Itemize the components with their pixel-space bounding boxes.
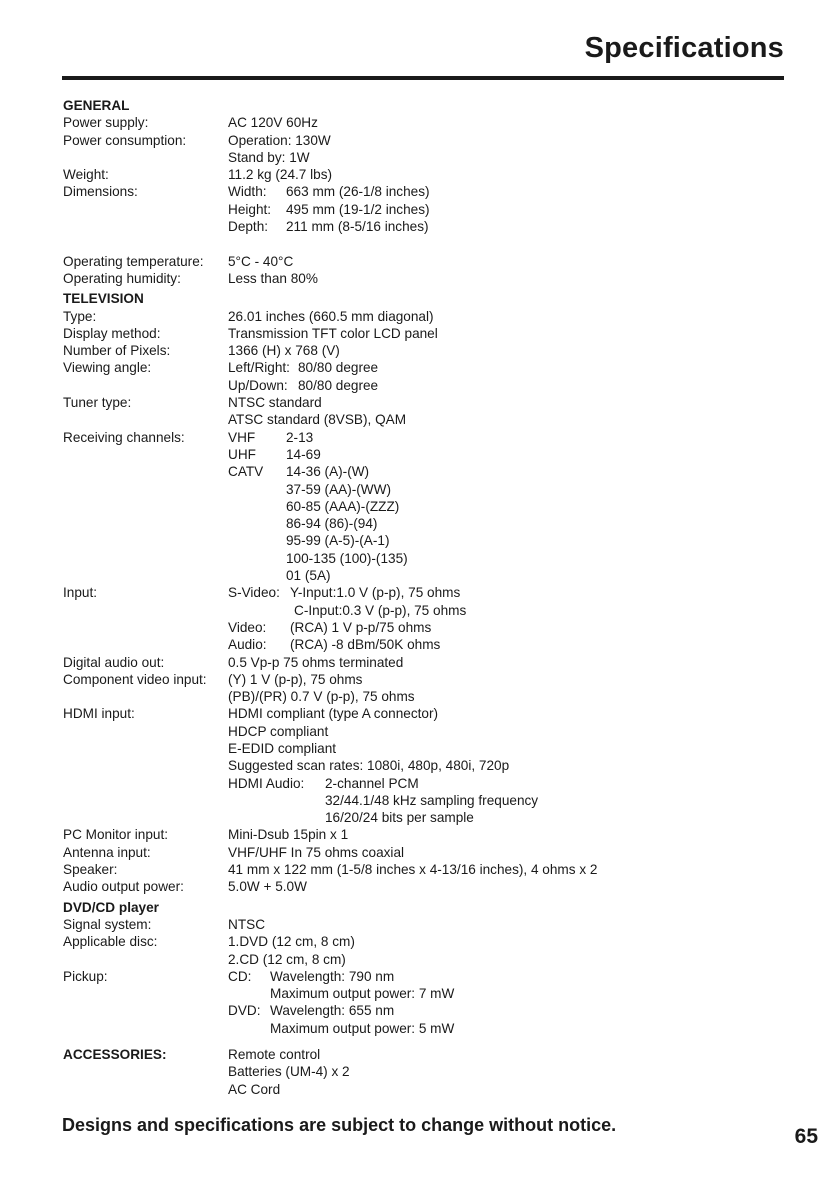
spec-value: VHF/UHF In 75 ohms coaxial [228,844,405,860]
spec-line: (Y) 1 V (p-p), 75 ohms [228,671,363,687]
spec-label: Operating temperature: [63,253,204,269]
spec-label: PC Monitor input: [63,827,169,843]
list-item: 95-99 (A-5)-(A-1) [286,533,390,549]
spec-value: Transmission TFT color LCD panel [228,325,438,341]
spec-label: Component video input: [63,671,207,687]
spec-row-power-supply [63,114,783,131]
spec-line: ATSC standard (8VSB), QAM [228,412,407,428]
spec-line: HDMI compliant (type A connector) [228,706,439,722]
spec-value [228,933,783,968]
spec-label: Display method: [63,325,161,341]
spec-label: Power consumption: [63,132,187,148]
sub-value: Wavelength: 655 nm [270,1003,395,1019]
sub-key: S-Video: [228,585,280,601]
spec-value [228,359,783,394]
spec-row-applicable-disc [63,933,783,968]
spec-value [228,132,783,167]
spec-row-hdmi-input [63,705,783,826]
spec-value [228,968,783,1037]
spec-row-weight [63,166,783,183]
sub-value: 663 mm (26-1/8 inches) [286,184,430,200]
spec-label: Antenna input: [63,844,151,860]
spec-value: 11.2 kg (24.7 lbs) [228,167,333,183]
sub-value: 32/44.1/48 kHz sampling frequency [325,792,539,808]
spec-row-display-method [63,325,783,342]
spec-row-antenna-input [63,844,783,861]
spec-value [228,183,783,252]
sub-value: C-Input:0.3 V (p-p), 75 ohms [294,602,467,618]
list-item: 86-94 (86)-(94) [286,516,378,532]
spec-value: 41 mm x 122 mm (1-5/8 inches x 4-13/16 inches), 4 ohms x 2 [228,862,598,878]
sub-value: 211 mm (8-5/16 inches) [286,219,429,235]
spec-label: Tuner type: [63,395,132,411]
sub-value: 2-13 [286,429,314,445]
spec-line: 1.DVD (12 cm, 8 cm) [228,934,355,950]
list-item: AC Cord [228,1081,281,1097]
spec-value [228,394,783,429]
spec-label: Audio output power: [63,879,184,895]
spec-row-type [63,308,783,325]
sub-key: DVD: [228,1003,261,1019]
sub-value: Y-Input:1.0 V (p-p), 75 ohms [290,585,461,601]
list-item: 14-36 (A)-(W) [286,464,370,480]
spec-value: 5°C - 40°C [228,253,294,269]
spec-value: 1366 (H) x 768 (V) [228,343,340,359]
list-item: Remote control [228,1047,321,1063]
sub-key: Width: [228,184,267,200]
spec-line: 2.CD (12 cm, 8 cm) [228,951,346,967]
spec-value: 0.5 Vp-p 75 ohms terminated [228,654,404,670]
section-heading-accessories: ACCESSORIES: [63,1047,167,1063]
spec-label: Type: [63,308,97,324]
catv-channel-list [286,463,408,584]
spec-value [228,584,783,653]
sub-value: (RCA) -8 dBm/50K ohms [290,637,441,653]
spec-value: Mini-Dsub 15pin x 1 [228,827,349,843]
sub-key: CATV [228,464,264,480]
spec-row-component-video [63,671,783,706]
sub-key: Up/Down: [228,377,288,393]
sub-key: Left/Right: [228,360,290,376]
page-title: Specifications [584,32,784,64]
spec-label: Applicable disc: [63,934,158,950]
spec-line: (PB)/(PR) 0.7 V (p-p), 75 ohms [228,689,415,705]
sub-value: 495 mm (19-1/2 inches) [286,201,430,217]
spec-label: HDMI input: [63,706,135,722]
spec-row-viewing-angle [63,359,783,394]
spec-label: Speaker: [63,862,118,878]
list-item: 01 (5A) [286,568,331,584]
spec-label: Pickup: [63,968,108,984]
sub-key: Video: [228,619,267,635]
page-number: 65 [794,1125,818,1148]
spec-row-dimensions [63,183,783,252]
sub-key: UHF [228,446,256,462]
spec-line: Stand by: 1W [228,149,310,165]
list-item: 100-135 (100)-(135) [286,550,408,566]
spec-label: Viewing angle: [63,360,152,376]
sub-key: Depth: [228,219,269,235]
list-item: 37-59 (AA)-(WW) [286,481,391,497]
title-rule [62,76,784,80]
sub-value: 14-69 [286,446,321,462]
spec-row-digital-audio-out [63,654,783,671]
spec-label: Operating humidity: [63,270,181,286]
section-heading-television: TELEVISION [63,291,144,307]
spec-row-pixels [63,342,783,359]
spec-line: E-EDID compliant [228,740,337,756]
spec-value: AC 120V 60Hz [228,115,318,131]
specifications-list [63,97,783,1098]
sub-value: Maximum output power: 5 mW [270,1020,455,1036]
sub-value: Wavelength: 790 nm [270,968,395,984]
spec-label: Receiving channels: [63,429,185,445]
spec-label: Number of Pixels: [63,343,171,359]
spec-value [228,705,783,826]
section-heading-dvd-cd: DVD/CD player [63,899,159,915]
sub-value: (RCA) 1 V p-p/75 ohms [290,619,432,635]
sub-value: 80/80 degree [298,377,379,393]
spec-row-pickup [63,968,783,1037]
spec-value: NTSC [228,916,266,932]
spec-row-tuner-type [63,394,783,429]
spec-value [228,1046,783,1098]
spec-row-speaker [63,861,783,878]
spec-row-receiving-channels [63,429,783,585]
sub-value: Maximum output power: 7 mW [270,986,455,1002]
spec-line: Suggested scan rates: 1080i, 480p, 480i, 720p [228,758,510,774]
sub-key: Audio: [228,637,267,653]
spec-row-pc-monitor-input [63,826,783,843]
spec-label: Input: [63,585,98,601]
spec-label: Dimensions: [63,184,138,200]
spec-line: NTSC standard [228,395,322,411]
sub-value: 2-channel PCM [325,775,419,791]
spec-row-signal-system [63,916,783,933]
spec-row-accessories [63,1046,783,1098]
spec-line: HDCP compliant [228,723,329,739]
spec-row-operating-humidity [63,270,783,287]
spec-label: Power supply: [63,115,149,131]
spec-row-operating-temperature [63,253,783,270]
sub-key: Height: [228,201,272,217]
sub-value: 80/80 degree [298,360,379,376]
list-item: 60-85 (AAA)-(ZZZ) [286,498,400,514]
spec-row-audio-output-power [63,878,783,895]
spec-value: Less than 80% [228,270,318,286]
sub-value: 16/20/24 bits per sample [325,810,474,826]
spec-value: 26.01 inches (660.5 mm diagonal) [228,308,434,324]
sub-key: HDMI Audio: [228,775,305,791]
spec-value [228,429,783,585]
footer-notice: Designs and specifications are subject to change without notice. [62,1115,617,1135]
sub-key: VHF [228,429,256,445]
spec-line: Operation: 130W [228,132,331,148]
spec-label: Weight: [63,167,109,183]
spec-value [228,671,783,706]
spec-value: 5.0W + 5.0W [228,879,307,895]
section-heading-general: GENERAL [63,98,130,113]
spec-label: Digital audio out: [63,654,165,670]
spec-row-power-consumption [63,132,783,167]
sub-key: CD: [228,968,252,984]
spec-row-input [63,584,783,653]
spec-label: Signal system: [63,916,152,932]
list-item: Batteries (UM-4) x 2 [228,1064,350,1080]
